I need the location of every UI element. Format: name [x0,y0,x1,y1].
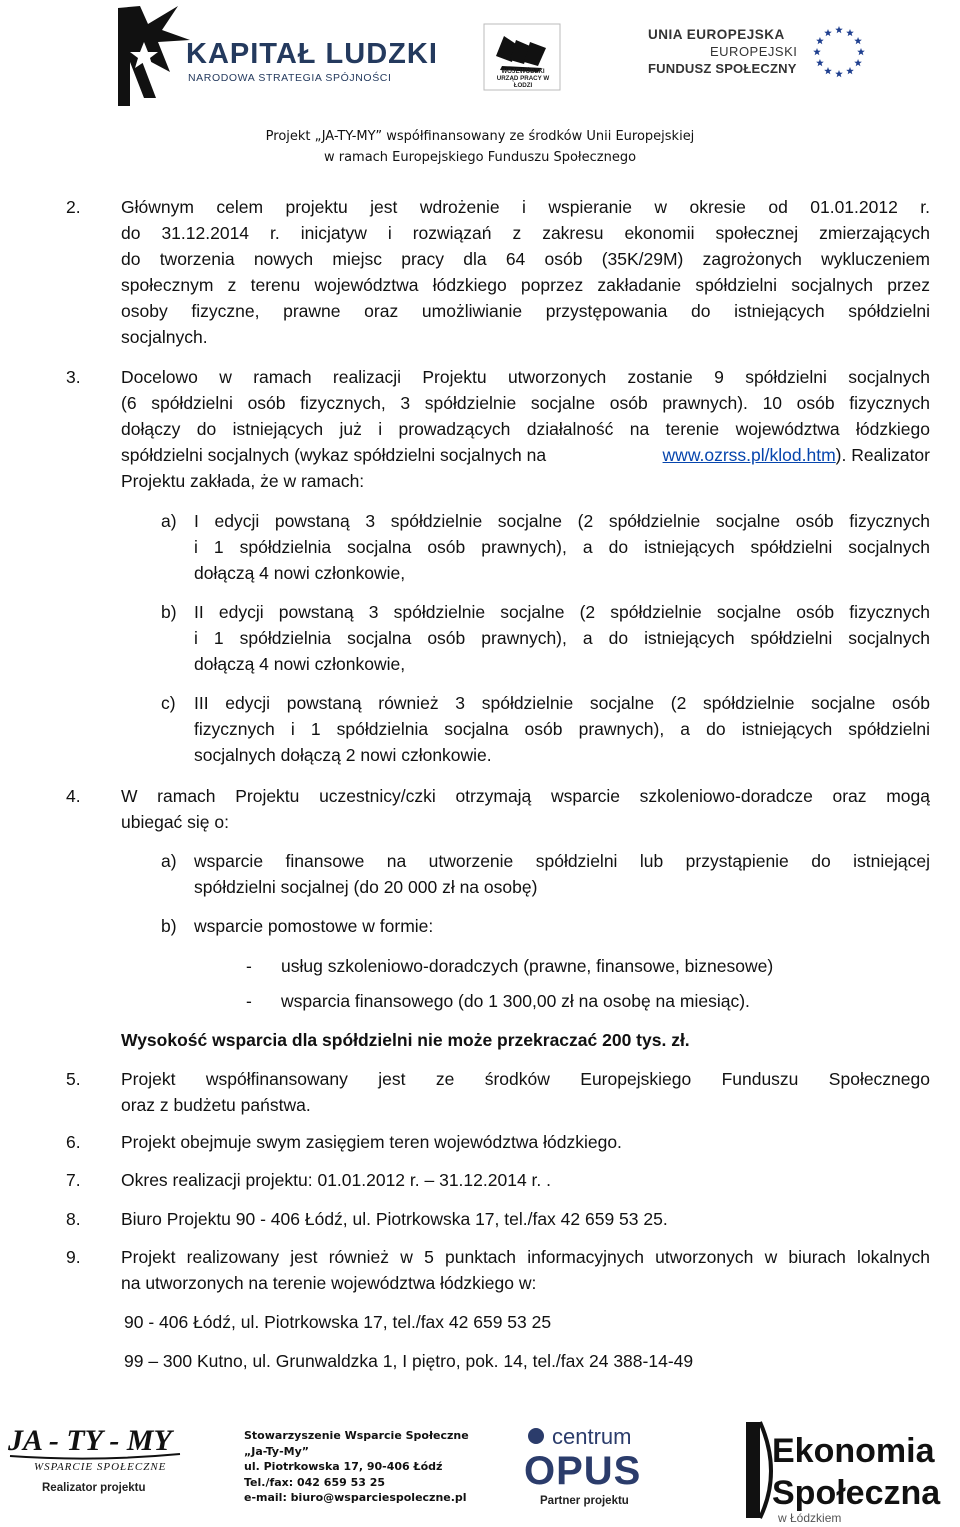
sub-item-label: a) [161,511,177,531]
paragraph-line: Biuro Projektu 90 - 406 Łódź, ul. Piotrkowska 17, tel./fax 42 659 53 25. [121,1209,668,1229]
paragraph-line: II edycji powstaną 3 spółdzielnie socjalne (2 spółdzielnie socjalne osób fizycznych [194,602,930,622]
eu-star-icon [813,48,821,55]
paragraph-line-with-link [121,444,930,466]
kapital-ludzki-title: KAPITAŁ LUDZKI [186,38,438,70]
item-number: 4. [66,786,81,806]
svg-text:WSPARCIE SPOŁECZNE: WSPARCIE SPOŁECZNE [34,1461,167,1473]
eu-star-icon [816,59,824,66]
item-number: 7. [66,1170,81,1190]
org-phone: Tel./fax: 042 659 53 25 [244,1475,386,1489]
centrum-opus-logo-icon [520,1418,655,1498]
paragraph-line: socjalnych. [121,327,208,347]
address-line: 99 – 300 Kutno, ul. Grunwaldzka 1, I piętro, pok. 14, tel./fax 24 388-14-49 [124,1351,694,1371]
sub-item-label: b) [161,916,177,936]
item-number: 9. [66,1247,81,1267]
paragraph-line: i 1 spółdzielnia socjalna osób prawnych), a do istniejących spółdzielni socjalnych [194,537,930,557]
paragraph-line: Głównym celem projektu jest wdrożenie i wspieranie w okresie od 01.01.2012 r. [121,197,930,217]
eu-star-icon [824,29,832,36]
item-number: 8. [66,1209,81,1229]
paragraph-text: ). Realizator [835,445,930,465]
paragraph-line: III edycji powstaną również 3 spółdzielnie socjalne (2 spółdzielnie socjalne osób [194,693,930,713]
paragraph-line: na utworzonych na terenie województwa łódzkiego w: [121,1273,537,1293]
support-limit-note: Wysokość wsparcia dla spółdzielni nie może przekraczać 200 tys. zł. [121,1030,690,1050]
dash-bullet: - [246,956,252,976]
page-header [0,0,960,175]
eu-star-icon [816,37,824,44]
eu-star-icon [824,67,832,74]
sub-item-label: b) [161,602,177,622]
paragraph-line: socjalnych dołączą 2 nowi członkowie. [194,745,492,765]
ja-ty-my-logo-icon [4,1418,184,1478]
bullet-text: usług szkoleniowo-doradczych (prawne, finansowe, biznesowe) [281,956,774,976]
dash-bullet: - [246,991,252,1011]
svg-text:Ekonomia: Ekonomia [772,1432,935,1470]
paragraph-line: Okres realizacji projektu: 01.01.2012 r. – 31.12.2014 r. . [121,1170,551,1190]
ekonomia-spoleczna-logo-icon [742,1412,960,1527]
paragraph-line: dołączy do istniejących już i prowadzących działalność na terenie województwa łódzkiego [121,419,930,439]
eu-star-icon [835,70,843,77]
eu-star-icon [846,29,854,36]
org-address: ul. Piotrkowska 17, 90-406 Łódź [244,1460,443,1473]
eu-line-2: EUROPEJSKI [710,44,798,59]
eu-star-icon [846,67,854,74]
eu-line-3: FUNDUSZ SPOŁECZNY [648,61,797,76]
sub-item-label: c) [161,693,176,713]
wup-lodz-text: WOJEWÓDZKI URZĄD PRACY W ŁODZI [496,68,550,89]
eu-line-1: UNIA EUROPEJSKA [648,27,785,42]
paragraph-line: dołączą 4 nowi członkowie, [194,654,406,674]
svg-text:w Łódzkiem: w Łódzkiem [778,1511,842,1525]
item-number: 3. [66,367,81,387]
paragraph-line: osoby fizyczne, prawne oraz umożliwianie przystępowania do istniejących spółdzielni [121,301,930,321]
paragraph-line: do tworzenia nowych miejsc pracy dla 64 osób (35K/29M) zagrożonych wykluczeniem [121,249,930,269]
item-number: 5. [66,1069,81,1089]
eu-star-icon [857,48,865,55]
item-number: 2. [66,197,81,217]
paragraph-line: i 1 spółdzielnia socjalna osób prawnych), a do istniejących spółdzielni socjalnych [194,628,930,648]
ozrss-link[interactable]: www.ozrss.pl/klod.htm [662,445,836,465]
address-line: 90 - 406 Łódź, ul. Piotrkowska 17, tel./fax 42 659 53 25 [124,1312,552,1332]
bullet-text: wsparcia finansowego (do 1 300,00 zł na osobę na miesiąc). [281,991,750,1011]
kapital-ludzki-subtitle: NARODOWA STRATEGIA SPÓJNOŚCI [188,72,392,84]
realizator-label: Realizator projektu [42,1482,146,1494]
sub-item-label: a) [161,851,177,871]
eu-star-icon [854,37,862,44]
paragraph-line: do 31.12.2014 r. inicjatyw i rozwiązań z zakresu ekonomii społecznej zmierzających [121,223,930,243]
paragraph-line: (6 spółdzielni osób fizycznych, 3 spółdzielnie socjalne osób prawnych). 10 osób fizycznych [121,393,930,413]
paragraph-text: spółdzielni socjalnych (wykaz spółdzielni socjalnych na [121,445,547,465]
svg-text:OPUS: OPUS [524,1449,642,1493]
organization-contact-info [244,1428,469,1506]
paragraph-line: wsparcie pomostowe w formie: [194,916,434,936]
paragraph-line: spółdzielni socjalnej (do 20 000 zł na osobę) [194,877,538,897]
svg-text:Społeczna: Społeczna [772,1474,941,1512]
project-funding-line-1: Projekt „JA-TY-MY” współfinansowany ze środków Unii Europejskiej [265,129,695,144]
svg-text:centrum: centrum [552,1424,632,1449]
project-funding-line-2: w ramach Europejskiego Funduszu Społecznego [323,150,637,165]
paragraph-line: ubiegać się o: [121,812,229,832]
paragraph-line: Projekt obejmuje swym zasięgiem teren województwa łódzkiego. [121,1132,622,1152]
paragraph-line: Docelowo w ramach realizacji Projektu utworzonych zostanie 9 spółdzielni socjalnych [121,367,930,387]
paragraph-line: I edycji powstaną 3 spółdzielnie socjalne (2 spółdzielnie socjalne osób fizycznych [194,511,930,531]
org-name: Stowarzyszenie Wsparcie Społeczne [244,1429,469,1442]
eu-fund-text [648,26,797,77]
svg-text:JA - TY - MY: JA - TY - MY [8,1424,172,1457]
paragraph-line: społecznym z terenu województwa łódzkiego poprzez zakładanie spółdzielni socjalnych przez [121,275,930,295]
paragraph-line: W ramach Projektu uczestnicy/czki otrzymają wsparcie szkoleniowo-doradcze oraz mogą [121,786,930,806]
paragraph-line: fizycznych i 1 spółdzielnia socjalna osób prawnych), a do istniejących spółdzielni [194,719,930,739]
eu-stars-flag-icon [809,22,869,82]
paragraph-line: oraz z budżetu państwa. [121,1095,311,1115]
eu-star-icon [854,59,862,66]
paragraph-line: Projekt współfinansowany jest ze środków Europejskiego Funduszu Społecznego [121,1069,930,1089]
partner-label: Partner projektu [540,1495,629,1507]
paragraph-line: Projekt realizowany jest również w 5 punktach informacyjnych utworzonych w biurach lokalnych [121,1247,930,1267]
org-email: e-mail: biuro@wsparciespoleczne.pl [244,1491,467,1504]
paragraph-line: dołączą 4 nowi członkowie, [194,563,406,583]
item-number: 6. [66,1132,81,1152]
paragraph-line: wsparcie finansowe na utworzenie spółdzielni lub przystąpienie do istniejącej [194,851,930,871]
paragraph-line: Projektu zakłada, że w ramach: [121,471,365,491]
org-short-name: „Ja-Ty-My” [244,1444,309,1458]
eu-star-icon [835,26,843,33]
